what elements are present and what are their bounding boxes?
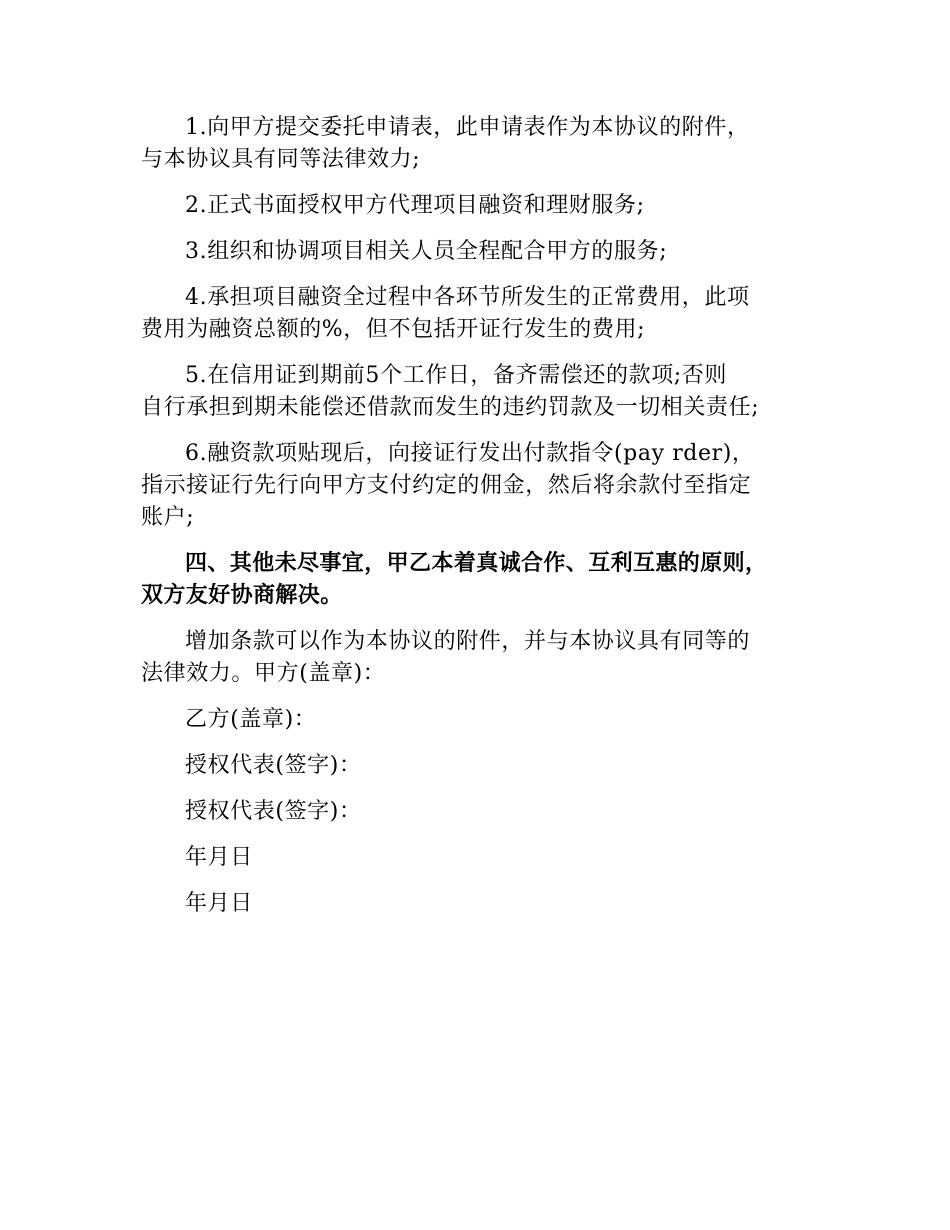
clause-line: 4.承担项目融资全过程中各环节所发生的正常费用，此项 — [185, 285, 750, 310]
date-line-1 — [141, 842, 831, 874]
clause-line: 自行承担到期未能偿还借款而发生的违约罚款及一切相关责任; — [141, 395, 760, 420]
auth-rep-label: 授权代表(签字)： — [185, 799, 362, 824]
date-label: 年月日 — [185, 845, 253, 870]
clause-line: 6.融资款项贴现后，向接证行发出付款指令(pay rder)， — [185, 441, 755, 466]
clause-line: 与本协议具有同等法律效力; — [141, 147, 421, 172]
document-body — [141, 112, 831, 934]
section-line: 四、其他未尽事宜，甲乙本着真诚合作、互利互惠的原则， — [185, 551, 768, 576]
clause-item-1 — [141, 112, 831, 176]
addendum-line: 法律效力。甲方(盖章)： — [141, 661, 386, 686]
date-label: 年月日 — [185, 891, 253, 916]
clause-line: 1.向甲方提交委托申请表，此申请表作为本协议的附件， — [185, 115, 750, 140]
clause-line: 3.组织和协调项目相关人员全程配合甲方的服务; — [185, 239, 668, 264]
clause-item-2 — [141, 190, 831, 222]
addendum-line: 增加条款可以作为本协议的附件，并与本协议具有同等的 — [185, 629, 751, 654]
clause-line: 费用为融资总额的%，但不包括开证行发生的费用; — [141, 317, 646, 342]
clause-line: 指示接证行先行向甲方支付约定的佣金，然后将余款付至指定 — [141, 473, 752, 498]
clause-item-4 — [141, 282, 831, 346]
party-b-seal — [141, 704, 831, 736]
party-b-seal-label: 乙方(盖章)： — [185, 707, 317, 732]
clause-line: 5.在信用证到期前5个工作日，备齐需偿还的款项;否则 — [185, 363, 728, 388]
section-line: 双方友好协商解决。 — [141, 583, 343, 608]
auth-rep-signature-2 — [141, 796, 831, 828]
clause-line: 账户; — [141, 505, 195, 530]
clause-item-3 — [141, 236, 831, 268]
section-heading-4 — [141, 548, 831, 612]
addendum-paragraph — [141, 626, 831, 690]
clause-item-5 — [141, 360, 831, 424]
auth-rep-label: 授权代表(签字)： — [185, 753, 362, 778]
date-line-2 — [141, 888, 831, 920]
clause-line: 2.正式书面授权甲方代理项目融资和理财服务; — [185, 193, 645, 218]
clause-item-6 — [141, 438, 831, 534]
auth-rep-signature-1 — [141, 750, 831, 782]
